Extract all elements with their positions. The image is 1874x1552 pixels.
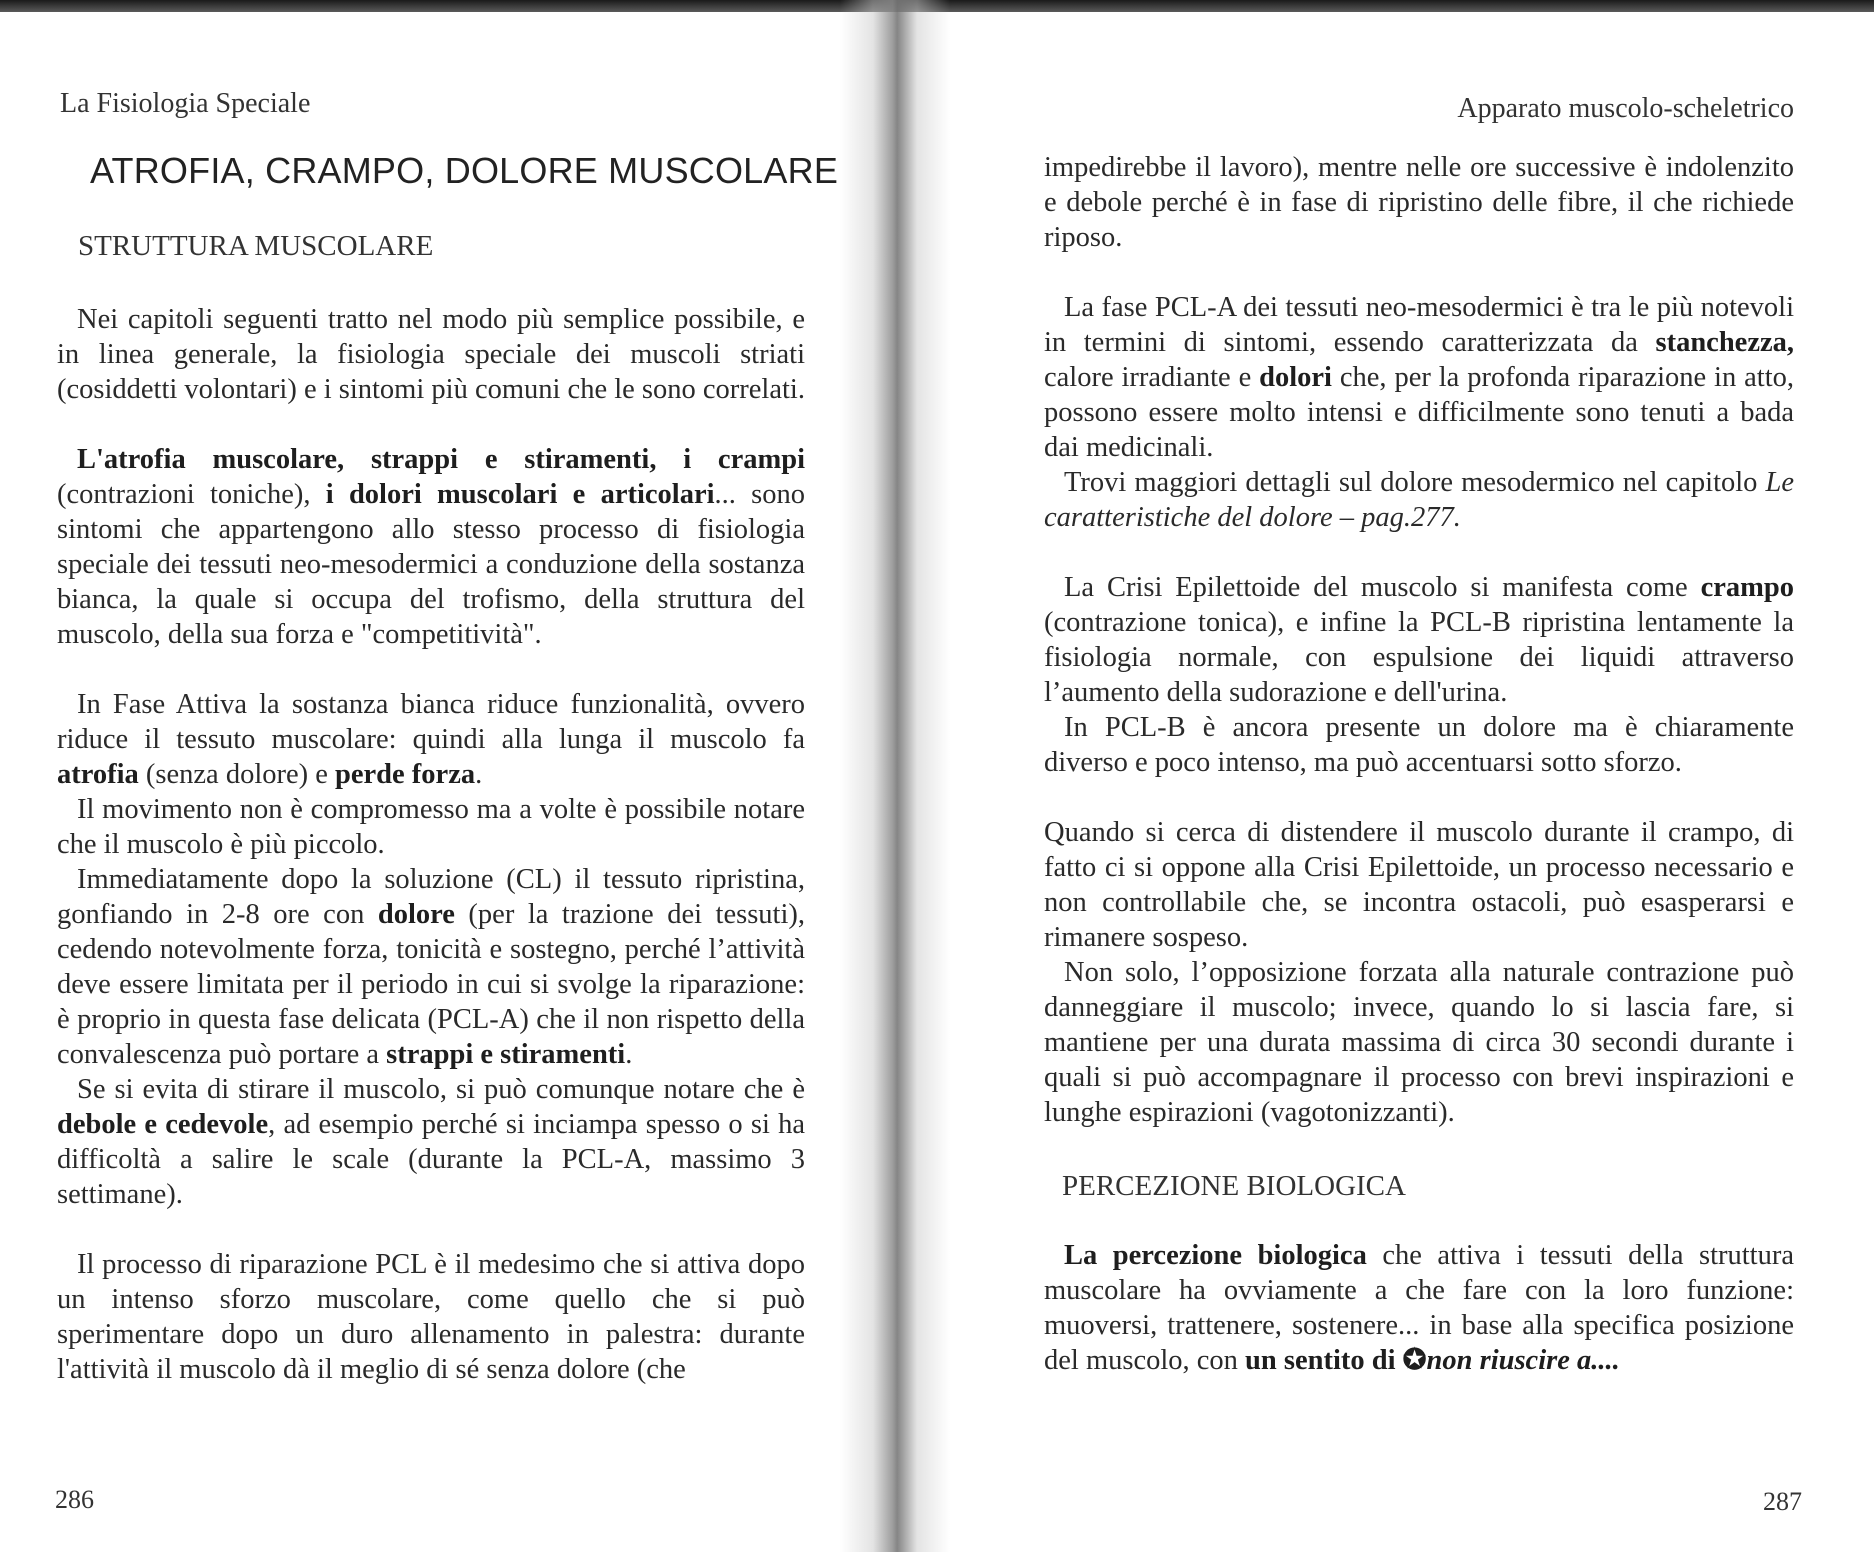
paragraph: Nei capitoli seguenti tratto nel modo più semplice possibile, e in linea generale, la fisiologia speciale dei muscoli striati (cosiddetti volontari) e i sintomi più comuni che le sono correlati. xyxy=(57,304,805,405)
right-body-text-2 xyxy=(1044,1238,1794,1378)
paragraph: Non solo, l’opposizione forzata alla naturale contrazione può danneggiare il muscolo; invece, quando lo si lascia fare, si mantiene per una durata massima di circa 30 secondi durante i quali si può accompagnare il processo con brevi inspirazioni e lunghe espirazioni (vagotonizzanti). xyxy=(1044,957,1794,1128)
paragraph: In PCL-B è ancora presente un dolore ma è chiaramente diverso e poco intenso, ma può accentuarsi sotto sforzo. xyxy=(1044,712,1794,778)
paragraph: Il processo di riparazione PCL è il medesimo che si attiva dopo un intenso sforzo muscolare, come quello che si può sperimentare dopo un duro allenamento in palestra: durante l'attività il muscolo dà il meglio di sé senza dolore (che xyxy=(57,1249,805,1385)
paragraph: Il movimento non è compromesso ma a volte è possibile notare che il muscolo è più piccolo. xyxy=(57,794,805,860)
page-number-left: 286 xyxy=(55,1485,94,1514)
paragraph: Trovi maggiori dettagli sul dolore mesodermico nel capitolo Le caratteristiche del dolore – pag.277. xyxy=(1044,467,1794,533)
section-heading-struttura: STRUTTURA MUSCOLARE xyxy=(78,230,434,262)
paragraph: La fase PCL-A dei tessuti neo-mesodermici è tra le più notevoli in termini di sintomi, essendo caratterizzata da stanchezza, calore irradiante e dolori che, per la profonda riparazione in atto, possono essere molto intensi e difficilmente sono tenuti a bada dai medicinali. xyxy=(1044,292,1794,463)
star-circle-icon: ✪ xyxy=(1402,1345,1427,1376)
running-head-right: Apparato muscolo-scheletrico xyxy=(1457,93,1794,124)
right-body-text xyxy=(1044,150,1794,1130)
chapter-title: ATROFIA, CRAMPO, DOLORE MUSCOLARE xyxy=(90,150,839,191)
paragraph: In Fase Attiva la sostanza bianca riduce funzionalità, ovvero riduce il tessuto muscolare: quindi alla lunga il muscolo fa atrofia (senza dolore) e perde forza. xyxy=(57,689,805,790)
right-page xyxy=(920,0,1874,1552)
paragraph: impedirebbe il lavoro), mentre nelle ore successive è indolenzito e debole perché è in fase di ripristino delle fibre, il che richiede riposo. xyxy=(1044,152,1794,253)
page-number-right: 287 xyxy=(1763,1487,1802,1516)
section-heading-percezione: PERCEZIONE BIOLOGICA xyxy=(1062,1170,1406,1202)
left-body-text xyxy=(57,302,805,1387)
paragraph: Quando si cerca di distendere il muscolo durante il crampo, di fatto ci si oppone alla Crisi Epilettoide, un processo necessario e non controllabile che, se incontra ostacoli, può esasperarsi e rimanere sospeso. xyxy=(1044,817,1794,953)
left-page xyxy=(0,0,900,1552)
paragraph: La percezione biologica che attiva i tessuti della struttura muscolare ha ovviamente a che fare con la loro funzione: muoversi, trattenere, sostenere... in base alla specifica posizione del muscolo, con un sentito di ✪non riuscire a.... xyxy=(1044,1240,1794,1376)
running-head-left: La Fisiologia Speciale xyxy=(60,88,311,119)
paragraph: La Crisi Epilettoide del muscolo si manifesta come crampo (contrazione tonica), e infine la PCL-B ripristina lentamente la fisiologia normale, con espulsione dei liquidi attraverso l’aumento della sudorazione e dell'urina. xyxy=(1044,572,1794,708)
paragraph: Se si evita di stirare il muscolo, si può comunque notare che è debole e cedevole, ad esempio perché si inciampa spesso o si ha difficoltà a salire le scale (durante la PCL-A, massimo 3 settimane). xyxy=(57,1074,805,1210)
paragraph: L'atrofia muscolare, strappi e stiramenti, i crampi (contrazioni toniche), i dolori muscolari e articolari... sono sintomi che appartengono allo stesso processo di fisiologia speciale dei tessuti neo-mesodermici a conduzione della sostanza bianca, la quale si occupa del trofismo, della struttura del muscolo, della sua forza e "competitività". xyxy=(57,444,806,650)
paragraph: Immediatamente dopo la soluzione (CL) il tessuto ripristina, gonfiando in 2-8 ore con dolore (per la trazione dei tessuti), cedendo notevolmente forza, tonicità e sostegno, perché l’attività deve essere limitata per il periodo in cui si svolge la riparazione: è proprio in questa fase delicata (PCL-A) che il non rispetto della convalescenza può portare a strappi e stiramenti. xyxy=(57,864,805,1070)
